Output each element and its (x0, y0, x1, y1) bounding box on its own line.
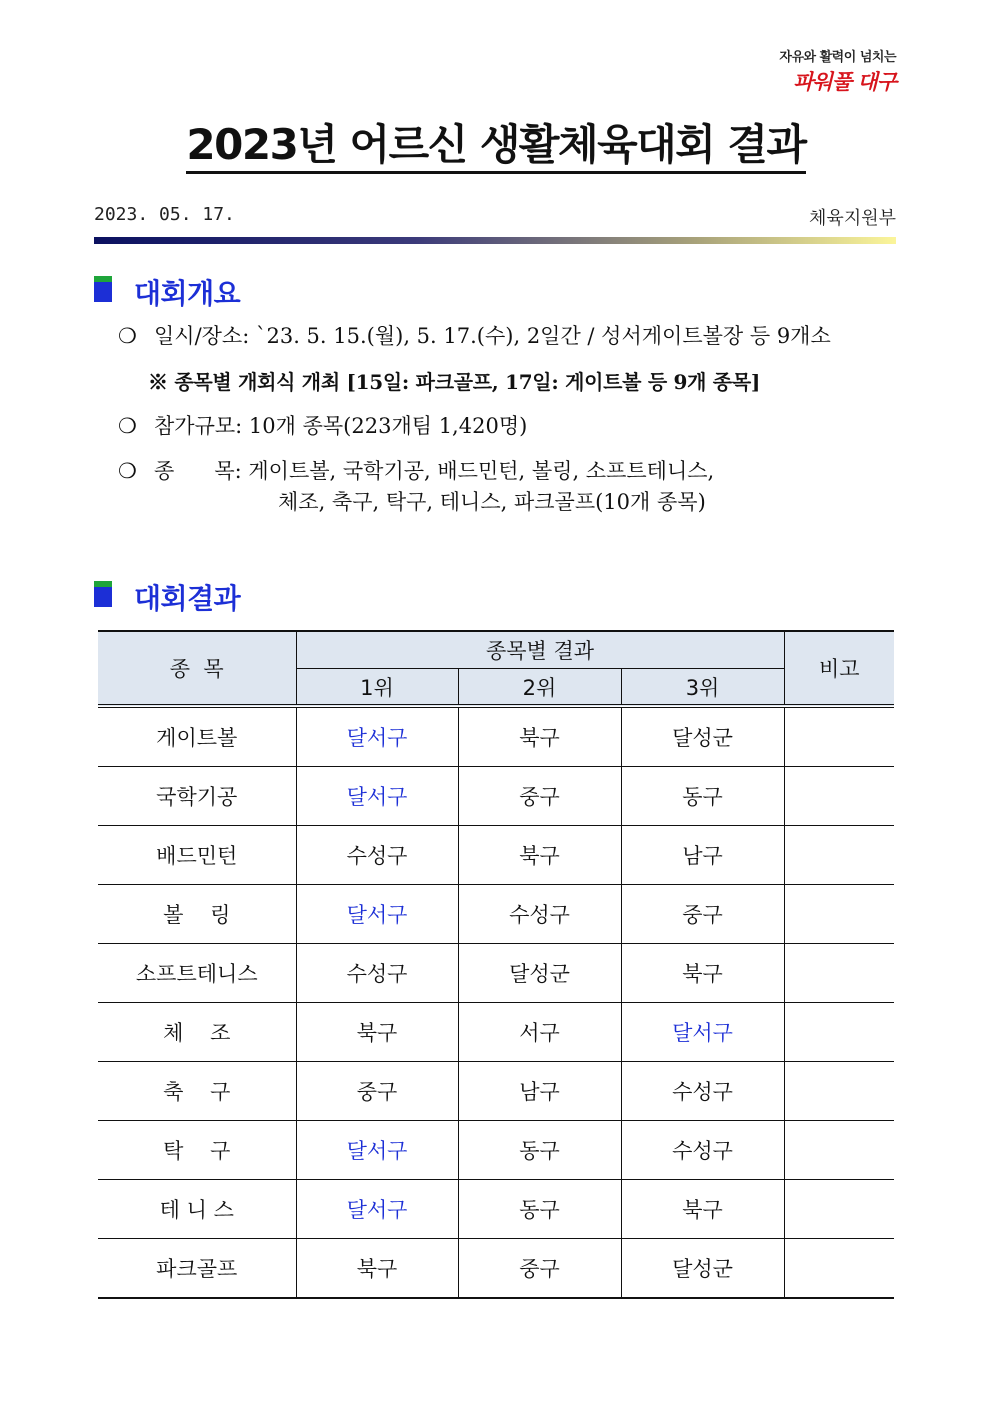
results-table (98, 630, 894, 1299)
slogan-subtitle: 자유와 활력이 넘치는 (779, 50, 896, 65)
cell-event: 체 조 (98, 1003, 296, 1062)
slogan-main: 파워풀 대구 (793, 70, 896, 94)
cell-first: 달서구 (296, 706, 458, 767)
cell-event: 볼 링 (98, 885, 296, 944)
table-row (98, 826, 894, 885)
overview-note: ※ 종목별 개회식 개최 [15일: 파크골프, 17일: 게이트볼 등 9개 종목] (148, 370, 761, 394)
overview-item-text: 게이트볼, 국학기공, 배드민턴, 볼링, 소프트테니스, (248, 459, 715, 483)
cell-event: 테 니 스 (98, 1180, 296, 1239)
cell-first: 중구 (296, 1062, 458, 1121)
overview-item-label: 일시/장소: (154, 324, 250, 348)
cell-first: 달서구 (296, 885, 458, 944)
department: 체육지원부 (809, 208, 896, 229)
header-remark: 비고 (784, 631, 894, 706)
header-divider (94, 237, 896, 244)
slogan-logo (779, 46, 896, 96)
cell-third: 중구 (621, 885, 784, 944)
cell-event: 탁 구 (98, 1121, 296, 1180)
cell-event: 배드민턴 (98, 826, 296, 885)
cell-second: 남구 (458, 1062, 621, 1121)
cell-first: 수성구 (296, 944, 458, 1003)
cell-second: 동구 (458, 1121, 621, 1180)
cell-remark (784, 1062, 894, 1121)
cell-second: 수성구 (458, 885, 621, 944)
cell-second: 동구 (458, 1180, 621, 1239)
circle-bullet-icon: ❍ (118, 324, 137, 348)
table-row (98, 1180, 894, 1239)
cell-third: 북구 (621, 944, 784, 1003)
table-row (98, 1239, 894, 1299)
cell-first: 달서구 (296, 1121, 458, 1180)
cell-remark (784, 1003, 894, 1062)
cell-second: 서구 (458, 1003, 621, 1062)
cell-event: 국학기공 (98, 767, 296, 826)
cell-remark (784, 944, 894, 1003)
cell-remark (784, 1180, 894, 1239)
cell-first: 북구 (296, 1003, 458, 1062)
cell-third: 달성군 (621, 1239, 784, 1299)
cell-third: 달성군 (621, 706, 784, 767)
table-row (98, 1062, 894, 1121)
page-title: 2023년 어르신 생활체육대회 결과 (0, 112, 992, 172)
section-results-title: 대회결과 (134, 582, 241, 615)
cell-second: 중구 (458, 767, 621, 826)
cell-third: 수성구 (621, 1121, 784, 1180)
cell-third: 남구 (621, 826, 784, 885)
header-results-group: 종목별 결과 (296, 631, 784, 669)
cell-first: 수성구 (296, 826, 458, 885)
overview-item-events (118, 455, 714, 485)
overview-item-text: 10개 종목(223개팀 1,420명) (248, 414, 528, 438)
cell-first: 달서구 (296, 1180, 458, 1239)
table-row (98, 767, 894, 826)
cell-remark (784, 885, 894, 944)
header-first: 1위 (296, 669, 458, 707)
section-marker-icon (94, 581, 112, 607)
cell-event: 소프트테니스 (98, 944, 296, 1003)
overview-item-schedule (118, 320, 831, 350)
table-row (98, 1003, 894, 1062)
cell-second: 북구 (458, 706, 621, 767)
table-row (98, 944, 894, 1003)
cell-third: 북구 (621, 1180, 784, 1239)
cell-event: 축 구 (98, 1062, 296, 1121)
header-second: 2위 (458, 669, 621, 707)
overview-item-text: `23. 5. 15.(월), 5. 17.(수), 2일간 / 성서게이트볼장 등 9개소 (255, 324, 831, 348)
cell-remark (784, 826, 894, 885)
cell-third: 동구 (621, 767, 784, 826)
overview-item-label: 종 목: (154, 459, 242, 483)
overview-item-scale (118, 410, 527, 440)
section-overview-title: 대회개요 (134, 277, 241, 310)
overview-item-label: 참가규모: (154, 414, 243, 438)
cell-second: 북구 (458, 826, 621, 885)
section-marker-icon (94, 276, 112, 302)
overview-item-events-continuation: 체조, 축구, 탁구, 테니스, 파크골프(10개 종목) (278, 490, 706, 514)
cell-second: 중구 (458, 1239, 621, 1299)
header-event: 종 목 (98, 631, 296, 706)
cell-remark (784, 706, 894, 767)
cell-remark (784, 767, 894, 826)
table-row (98, 885, 894, 944)
table-row (98, 706, 894, 767)
circle-bullet-icon: ❍ (118, 459, 137, 483)
cell-event: 게이트볼 (98, 706, 296, 767)
table-row (98, 1121, 894, 1180)
cell-third: 수성구 (621, 1062, 784, 1121)
cell-first: 달서구 (296, 767, 458, 826)
cell-remark (784, 1239, 894, 1299)
document-date: 2023. 05. 17. (94, 204, 235, 225)
cell-remark (784, 1121, 894, 1180)
cell-second: 달성군 (458, 944, 621, 1003)
header-third: 3위 (621, 669, 784, 707)
cell-third: 달서구 (621, 1003, 784, 1062)
cell-first: 북구 (296, 1239, 458, 1299)
cell-event: 파크골프 (98, 1239, 296, 1299)
circle-bullet-icon: ❍ (118, 414, 137, 438)
